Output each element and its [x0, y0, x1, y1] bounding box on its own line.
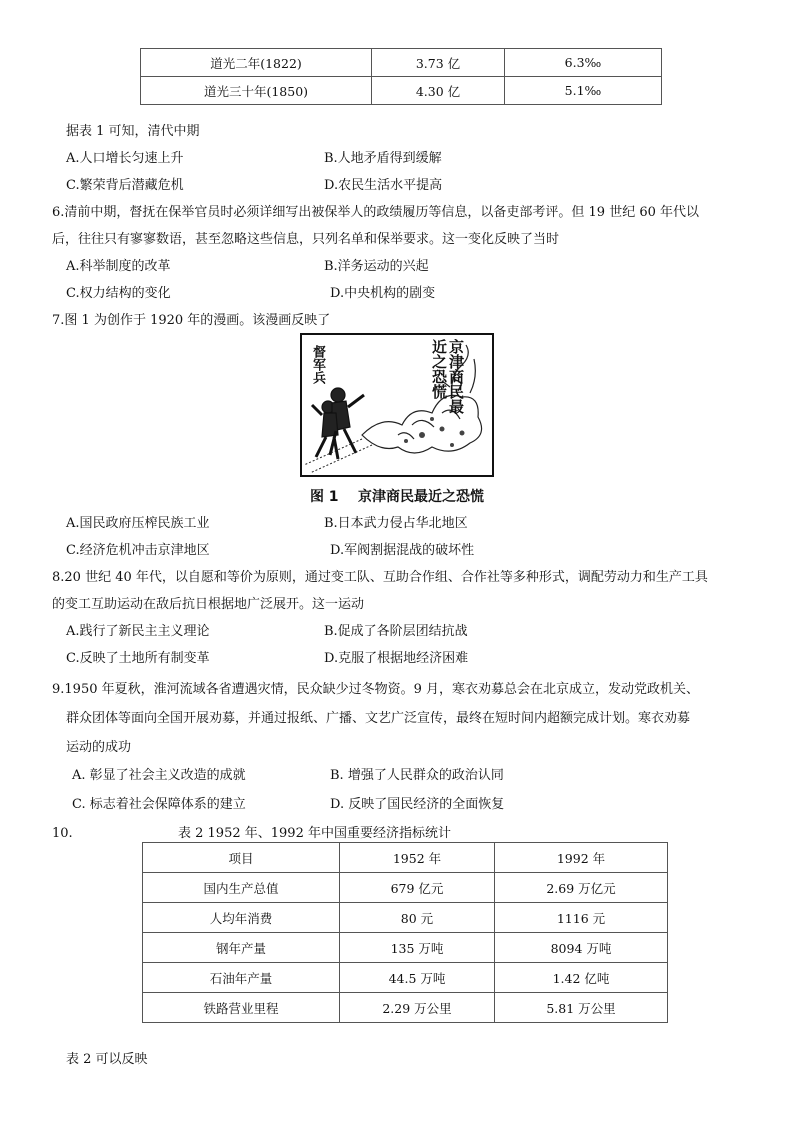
- table-cell: 1116 元: [495, 903, 668, 933]
- q7-option-c: C.经济危机冲击京津地区: [66, 543, 210, 558]
- q9-option-d: D. 反映了国民经济的全面恢复: [330, 797, 505, 812]
- table-header-row: [143, 843, 668, 873]
- q8-stem-line1: 8.20 世纪 40 年代，以自愿和等价为原则，通过变工队、互助合作组、合作社等多种形式，调配劳动力和生产工具: [52, 570, 708, 585]
- table-header-cell: 项目: [143, 843, 340, 873]
- q5-option-b: B.人地矛盾得到缓解: [324, 151, 442, 166]
- table-cell: 5.1‰: [505, 77, 662, 105]
- table-row: [143, 903, 668, 933]
- q5-option-c: C.繁荣背后潜藏危机: [66, 178, 184, 193]
- table-row: [143, 963, 668, 993]
- q7-option-a: A.国民政府压榨民族工业: [66, 516, 210, 531]
- table-cell: 4.30 亿: [372, 77, 505, 105]
- q5-option-d: D.农民生活水平提高: [324, 178, 443, 193]
- table-2-title: 表 2 1952 年、1992 年中国重要经济指标统计: [178, 826, 451, 841]
- q9-option-c: C. 标志着社会保障体系的建立: [72, 797, 246, 812]
- table-cell: 人均年消费: [143, 903, 340, 933]
- q6-option-d: D.中央机构的剧变: [330, 286, 436, 301]
- table-row: [141, 49, 662, 77]
- table-cell: 80 元: [340, 903, 495, 933]
- q5-option-a: A.人口增长匀速上升: [66, 151, 184, 166]
- table-row: [143, 933, 668, 963]
- table-cell: 石油年产量: [143, 963, 340, 993]
- table-cell: 44.5 万吨: [340, 963, 495, 993]
- q6-option-a: A.科举制度的改革: [66, 259, 171, 274]
- table-1: [140, 48, 662, 105]
- table-row: [141, 77, 662, 105]
- table-row: [143, 873, 668, 903]
- table-cell: 8094 万吨: [495, 933, 668, 963]
- table-2: [142, 842, 668, 1023]
- q7-option-b: B.日本武力侵占华北地区: [324, 516, 468, 531]
- q10-stem: 表 2 可以反映: [66, 1052, 148, 1067]
- table-header-cell: 1992 年: [495, 843, 668, 873]
- table-header-cell: 1952 年: [340, 843, 495, 873]
- table-cell: 679 亿元: [340, 873, 495, 903]
- q5-stem: 据表 1 可知，清代中期: [66, 124, 200, 139]
- q9-option-b: B. 增强了人民群众的政治认同: [330, 768, 504, 783]
- q8-option-d: D.克服了根据地经济困难: [324, 651, 469, 666]
- table-cell: 国内生产总值: [143, 873, 340, 903]
- q9-stem-line2: 群众团体等面向全国开展劝募，并通过报纸、广播、文艺广泛宣传，最终在短时间内超额完成计划。寒衣劝募: [66, 711, 691, 726]
- q6-option-c: C.权力结构的变化: [66, 286, 171, 301]
- table-cell: 铁路营业里程: [143, 993, 340, 1023]
- table-row: [143, 993, 668, 1023]
- table-cell: 3.73 亿: [372, 49, 505, 77]
- q6-stem-line1: 6.清前中期，督抚在保举官员时必须详细写出被保举人的政绩履历等信息，以备吏部考评。但 19 世纪 60 年代以: [52, 205, 700, 220]
- q8-option-b: B.促成了各阶层团结抗战: [324, 624, 468, 639]
- table-cell: 6.3‰: [505, 49, 662, 77]
- q10-number: 10.: [52, 826, 73, 841]
- figure-1-caption: 图 1 京津商民最近之恐慌: [309, 489, 485, 505]
- q9-option-a: A. 彰显了社会主义改造的成就: [72, 768, 246, 783]
- table-cell: 5.81 万公里: [495, 993, 668, 1023]
- q8-option-c: C.反映了土地所有制变革: [66, 651, 210, 666]
- table-cell: 道光三十年(1850): [141, 77, 372, 105]
- q7-option-d: D.军阀割据混战的破坏性: [330, 543, 475, 558]
- table-cell: 2.29 万公里: [340, 993, 495, 1023]
- table-cell: 钢年产量: [143, 933, 340, 963]
- cartoon-caption-text: 京津商民最近之恐慌: [430, 339, 465, 414]
- q7-stem: 7.图 1 为创作于 1920 年的漫画。该漫画反映了: [52, 313, 331, 328]
- table-cell: 2.69 万亿元: [495, 873, 668, 903]
- table-cell: 135 万吨: [340, 933, 495, 963]
- q9-stem-line1: 9.1950 年夏秋，淮河流域各省遭遇灾情，民众缺少过冬物资。9 月，寒衣劝募总会在北京成立，发动党政机关、: [52, 682, 700, 697]
- q6-stem-line2: 后，往往只有寥寥数语，甚至忽略这些信息，只列名单和保举要求。这一变化反映了当时: [52, 232, 560, 247]
- cartoon-side-text: 督军兵: [310, 345, 325, 384]
- q6-option-b: B.洋务运动的兴起: [324, 259, 429, 274]
- cartoon-figure: [300, 333, 494, 477]
- q9-stem-line3: 运动的成功: [66, 740, 132, 755]
- table-cell: 道光二年(1822): [141, 49, 372, 77]
- q8-stem-line2: 的变工互助运动在敌后抗日根据地广泛展开。这一运动: [52, 597, 365, 612]
- table-cell: 1.42 亿吨: [495, 963, 668, 993]
- q8-option-a: A.践行了新民主主义理论: [66, 624, 210, 639]
